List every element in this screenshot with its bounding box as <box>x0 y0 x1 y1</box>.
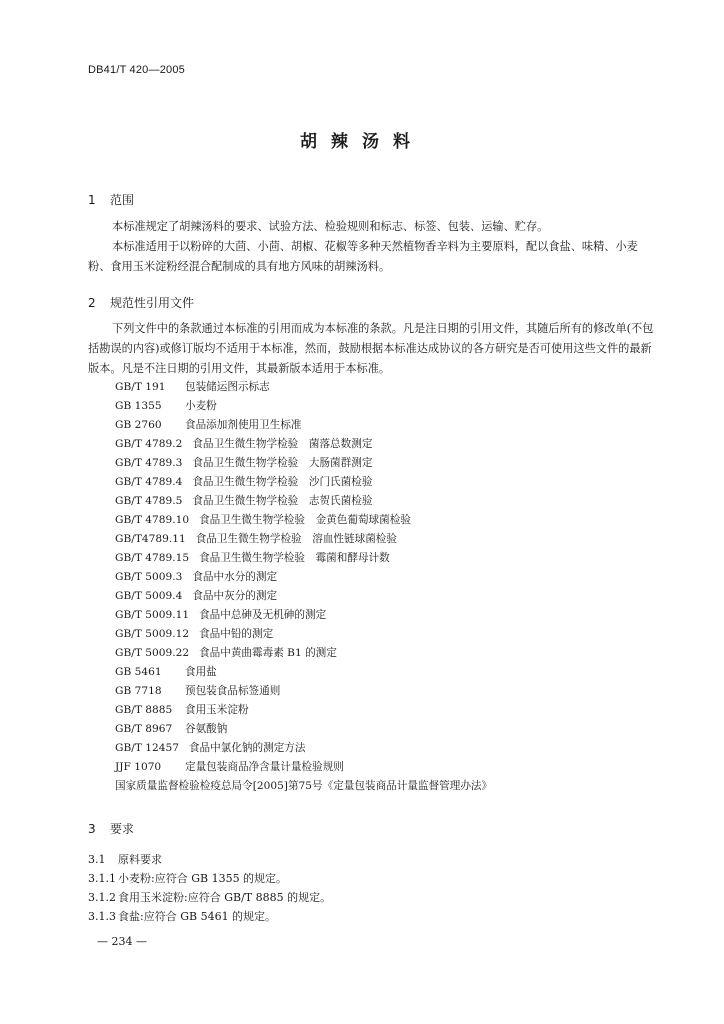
section-2-intro <box>88 319 658 379</box>
reference-code: GB 1355 <box>115 400 162 412</box>
reference-code: GB 7718 <box>115 685 162 697</box>
section-2-heading <box>88 294 194 311</box>
reference-code: GB 2760 <box>115 419 162 431</box>
reference-title: 小麦粉 <box>185 400 217 412</box>
reference-title: 食品添加剂使用卫生标准 <box>185 419 302 431</box>
clause-text: 食盐:应符合 GB 5461 的规定。 <box>118 910 277 923</box>
reference-item <box>115 587 492 606</box>
reference-code: GB/T 5009.12 <box>115 628 190 640</box>
reference-code: GB/T 4789.10 <box>115 514 190 526</box>
scope-paragraph-2: 本标准适用于以粉碎的大茴、小茴、胡椒、花椒等多种天然植物香辛料为主要原料，配以食盐、味精、小麦粉、食用玉米淀粉经混合配制成的具有地方风味的胡辣汤料。 <box>88 240 638 273</box>
clause-number: 3.1.3 <box>88 910 116 923</box>
reference-list <box>115 378 492 796</box>
reference-item <box>115 492 492 511</box>
reference-item <box>115 758 492 777</box>
section-3-heading <box>88 820 134 837</box>
reference-code: GB/T 8885 <box>115 704 173 716</box>
reference-item <box>115 378 492 397</box>
section-1-body <box>88 217 658 277</box>
scope-paragraph-1: 本标准规定了胡辣汤料的要求、试验方法、检验规则和标志、标签、包装、运输、贮存。 <box>112 220 549 233</box>
reference-item <box>115 473 492 492</box>
clause-text: 小麦粉:应符合 GB 1355 的规定。 <box>118 872 288 885</box>
reference-item <box>115 530 492 549</box>
section-2-number: 2 <box>88 296 96 310</box>
reference-title: 食品卫生微生物学检验 志贺氏菌检验 <box>192 495 373 507</box>
reference-item <box>115 435 492 454</box>
reference-code: GB/T 4789.5 <box>115 495 183 507</box>
reference-code: JJF 1070 <box>115 761 162 773</box>
section-2-title: 规范性引用文件 <box>110 296 195 310</box>
reference-item <box>115 549 492 568</box>
reference-title: 谷氨酸钠 <box>185 723 228 735</box>
reference-title: 食品卫生微生物学检验 沙门氏菌检验 <box>192 476 373 488</box>
reference-item <box>115 454 492 473</box>
reference-title: 食品中铅的测定 <box>199 628 274 640</box>
reference-code: GB/T 191 <box>115 381 166 393</box>
reference-code: GB/T 4789.3 <box>115 457 183 469</box>
clause-3-1-3 <box>88 908 276 924</box>
reference-item <box>115 625 492 644</box>
reference-title: 定量包装商品净含量计量检验规则 <box>185 761 344 773</box>
subsection-title: 原料要求 <box>118 853 162 866</box>
reference-item <box>115 682 492 701</box>
reference-code: GB/T 8967 <box>115 723 173 735</box>
reference-title: 食品卫生微生物学检验 霉菌和酵母计数 <box>199 552 390 564</box>
reference-item <box>115 606 492 625</box>
reference-code: GB/T 4789.2 <box>115 438 183 450</box>
reference-title: 食品卫生微生物学检验 溶血性链球菌检验 <box>195 533 397 545</box>
reference-code: GB 5461 <box>115 666 162 678</box>
reference-title: 预包装食品标签通则 <box>185 685 281 697</box>
reference-title: 食品卫生微生物学检验 金黄色葡萄球菌检验 <box>199 514 411 526</box>
reference-item <box>115 701 492 720</box>
reference-title: 包装储运图示标志 <box>185 381 270 393</box>
reference-item <box>115 568 492 587</box>
reference-code: GB/T 5009.4 <box>115 590 183 602</box>
reference-code: GB/T 5009.22 <box>115 647 190 659</box>
standard-code: DB41/T 420—2005 <box>88 64 185 76</box>
reference-code: GB/T4789.11 <box>115 533 186 545</box>
reference-code: GB/T 12457 <box>115 742 179 754</box>
reference-item <box>115 720 492 739</box>
reference-title: 食品卫生微生物学检验 菌落总数测定 <box>192 438 373 450</box>
clause-3-1-2 <box>88 889 331 905</box>
reference-item <box>115 644 492 663</box>
reference-code: GB/T 4789.15 <box>115 552 190 564</box>
clause-text: 食用玉米淀粉:应符合 GB/T 8885 的规定。 <box>118 891 332 904</box>
reference-title: 食用玉米淀粉 <box>185 704 249 716</box>
reference-title: 食品中总砷及无机砷的测定 <box>199 609 327 621</box>
clause-number: 3.1.1 <box>88 872 116 885</box>
clause-3-1-1 <box>88 870 287 886</box>
reference-item-regulation: 国家质量监督检验检疫总局令[2005]第75号《定量包装商品计量监督管理办法》 <box>115 780 493 792</box>
reference-title: 食品中水分的测定 <box>192 571 278 583</box>
subsection-3-1 <box>88 851 162 867</box>
page-number: — 234 — <box>97 935 147 948</box>
reference-title: 食品卫生微生物学检验 大肠菌群测定 <box>192 457 373 469</box>
clause-number: 3.1.2 <box>88 891 116 904</box>
reference-title: 食品中灰分的测定 <box>192 590 278 602</box>
subsection-number: 3.1 <box>88 853 106 866</box>
reference-title: 食品中氯化钠的测定方法 <box>188 742 306 754</box>
section-1-number: 1 <box>88 193 96 207</box>
section-1-heading <box>88 191 134 208</box>
reference-code: GB/T 4789.4 <box>115 476 183 488</box>
section-3-number: 3 <box>88 822 96 836</box>
reference-item <box>115 663 492 682</box>
reference-item <box>115 739 492 758</box>
section-3-title: 要求 <box>110 822 135 836</box>
section-1-title: 范围 <box>110 193 135 207</box>
reference-item <box>115 511 492 530</box>
reference-item <box>115 397 492 416</box>
reference-item <box>115 416 492 435</box>
page-title: 胡辣汤料 <box>300 132 424 152</box>
reference-code: GB/T 5009.3 <box>115 571 183 583</box>
reference-title: 食品中黄曲霉毒素 B1 的测定 <box>199 647 337 659</box>
reference-code: GB/T 5009.11 <box>115 609 190 621</box>
reference-title: 食用盐 <box>185 666 217 678</box>
references-intro: 下列文件中的条款通过本标准的引用而成为本标准的条款。凡是注日期的引用文件，其随后所有的修改单(不包括勘误的内容)或修订版均不适用于本标准，然而，鼓励根据本标准达成协议的各方研究是否可使用这些文件的最新版本。凡是不注日期的引用文件，其最新版本适用于本标准。 <box>88 322 654 375</box>
